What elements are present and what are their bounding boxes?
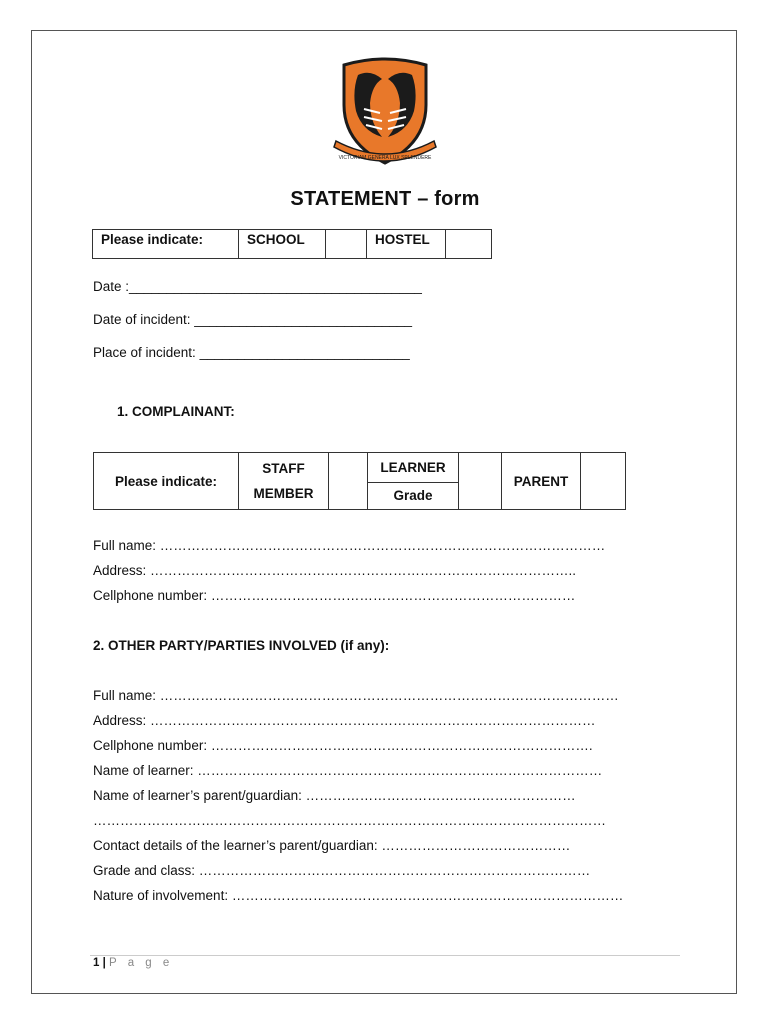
date-of-incident-field[interactable]: Date of incident: _____________________________ (93, 312, 413, 327)
learner-checkbox[interactable] (459, 453, 502, 510)
parent-guardian-name-field[interactable]: Name of learner’s parent/guardian: …………………………………………………… (93, 788, 576, 803)
svg-text:VICTORIAM GENERA LUX SPLENDERE: VICTORIAM GENERA LUX SPLENDERE (338, 155, 432, 161)
page-title: STATEMENT – form (290, 188, 480, 210)
date-field[interactable]: Date :_______________________________________ (93, 279, 422, 294)
footer-divider (90, 955, 680, 956)
staff-label-line2: MEMBER (253, 486, 314, 501)
parent-checkbox[interactable] (581, 453, 626, 510)
school-crest-logo (330, 55, 440, 170)
learner-label: LEARNER (368, 453, 459, 483)
complainant-address-field[interactable]: Address: ………………………………………………………………………………….. (93, 563, 577, 578)
grade-and-class-field[interactable]: Grade and class: …………………………………………………………………………… (93, 863, 591, 878)
page-number: 1 (93, 957, 100, 969)
grade-label: Grade (368, 482, 459, 509)
other-full-name-field[interactable]: Full name: ………………………………………………………………………………………… (93, 688, 619, 703)
page-label: P a g e (109, 957, 174, 969)
page-footer (93, 957, 173, 969)
nature-of-involvement-field[interactable]: Nature of involvement: …………………………………………………………………………… (93, 888, 624, 903)
complainant-cellphone-field[interactable]: Cellphone number: ……………………………………………………………………… (93, 588, 576, 603)
other-address-field[interactable]: Address: ……………………………………………………………………………………… (93, 713, 596, 728)
staff-member-label (239, 453, 329, 510)
section-1-heading: 1. COMPLAINANT: (117, 404, 235, 419)
parent-guardian-contact-field[interactable]: Contact details of the learner’s parent/guardian: …………………………………… (93, 838, 571, 853)
complainant-full-name-field[interactable]: Full name: ……………………………………………………………………………………… (93, 538, 606, 553)
school-checkbox[interactable] (326, 230, 367, 259)
hostel-checkbox[interactable] (446, 230, 492, 259)
school-option-label: SCHOOL (239, 230, 326, 259)
name-of-learner-field[interactable]: Name of learner: ……………………………………………………………………………… (93, 763, 603, 778)
hostel-option-label: HOSTEL (367, 230, 446, 259)
staff-member-checkbox[interactable] (329, 453, 368, 510)
parent-label: PARENT (502, 453, 581, 510)
please-indicate-label: Please indicate: (93, 230, 239, 259)
footer-separator: | (102, 957, 106, 969)
place-of-incident-field[interactable]: Place of incident: ____________________________ (93, 345, 410, 360)
parent-guardian-name-continuation-field[interactable]: …………………………………………………………………………………………………… (93, 813, 606, 828)
complainant-please-indicate-label: Please indicate: (94, 453, 239, 510)
section-2-heading: 2. OTHER PARTY/PARTIES INVOLVED (if any): (93, 638, 390, 653)
location-indicate-table (92, 229, 492, 259)
staff-label-line1: STAFF (262, 461, 305, 476)
other-cellphone-field[interactable]: Cellphone number: …………………………………………………………………………. (93, 738, 593, 753)
complainant-indicate-table (93, 452, 626, 510)
